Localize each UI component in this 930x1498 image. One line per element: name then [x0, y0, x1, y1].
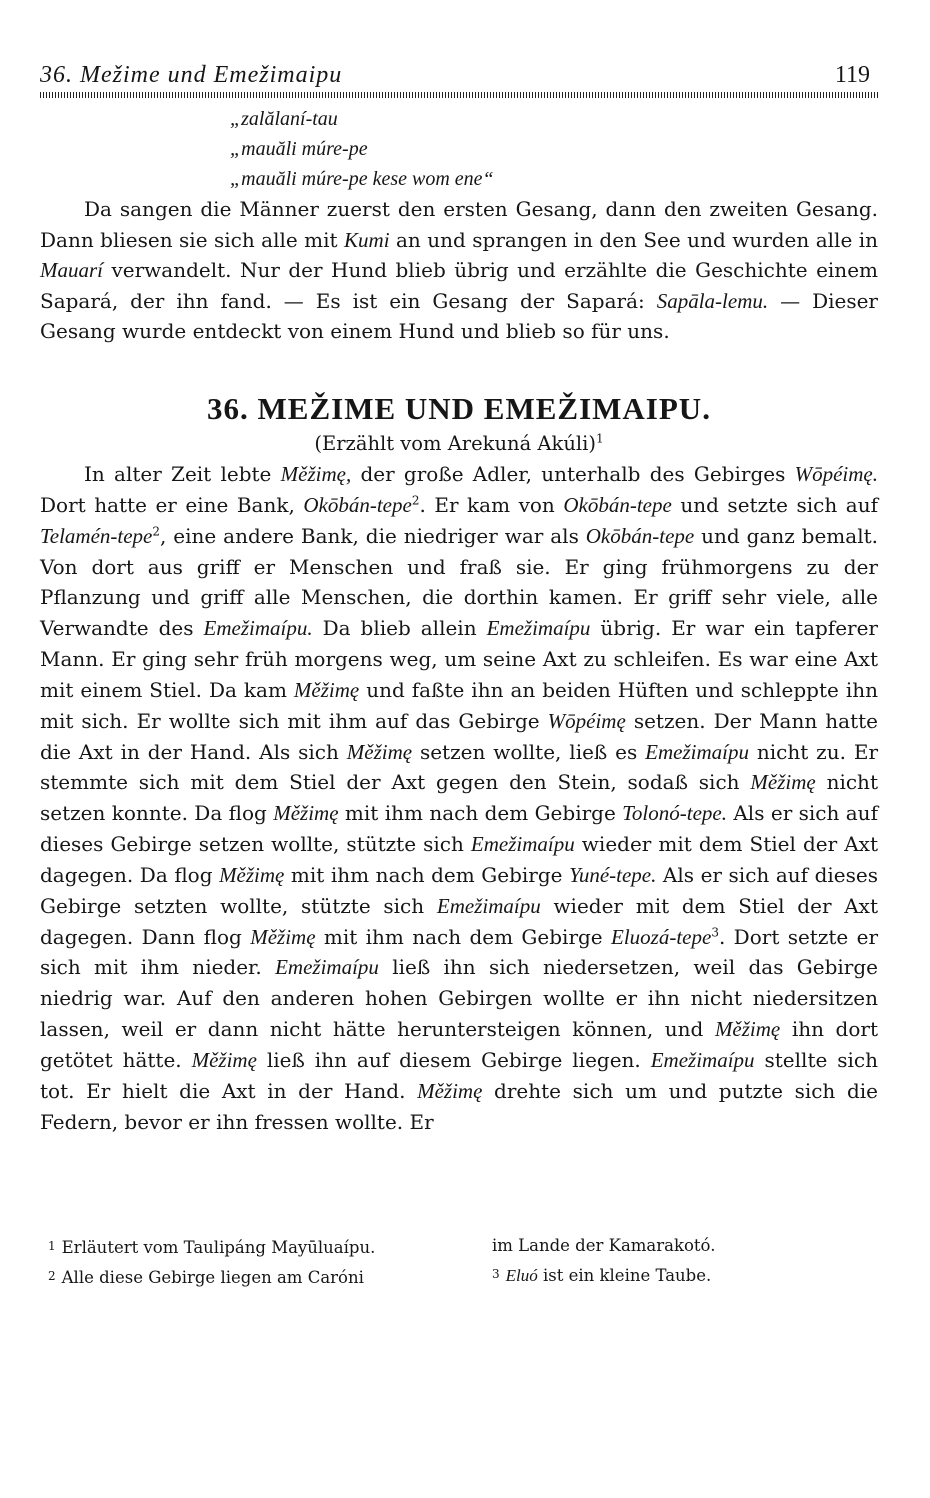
footnote-ref: 1: [595, 431, 604, 446]
paragraph-story: In alter Zeit lebte Měžimę, der große Adler, unterhalb des Gebirges Wōpéimę. Dort hatte er eine Bank, Okōbán-tepe$^2$. Er kam von Okōbán-tepe und setzte sich auf Telamén-tepe$^2$, eine andere Bank, die niedriger war als Okōbán-tepe und ganz bemalt. Von dort aus griff er Menschen und fraß sie. Er ging frühmorgens zu der Pflanzung und griff alle Menschen, die dorthin kamen. Er griff sehr viele, alle Verwandte des Emežimaípu. Da blieb allein Emežimaípu übrig. Er war ein tapferer Mann. Er ging sehr früh morgens weg, um seine Axt zu schleifen. Es war eine Axt mit einem Stiel. Da kam Měžimę und faßte ihn an beiden Hüften und schleppte ihn mit sich. Er wollte sich mit ihm auf das Gebirge Wōpéimę setzen. Der Mann hatte die Axt in der Hand. Als sich Měžimę setzen wollte, ließ es Emežimaípu nicht zu. Er stemmte sich mit dem Stiel der Axt gegen den Stein, sodaß sich Měžimę nicht setzen konnte. Da flog Měžimę mit ihm nach dem Gebirge Tolonó-tepe. Als er sich auf dieses Gebirge setzen wollte, stützte sich Emežimaípu wieder mit dem Stiel der Axt dagegen. Da flog Měžimę mit ihm nach dem Gebirge Yuné-tepe. Als er sich auf dieses Gebirge setzten wollte, stützte sich Emežimaípu wieder mit dem Stiel der Axt dagegen. Dann flog Měžimę mit ihm nach dem Gebirge Eluozá-tepe$^3$. Dort setzte er sich mit ihm nieder. Emežimaípu ließ ihn sich niedersetzen, weil das Gebirge niedrig war. Auf den anderen hohen Gebirgen wollte er ihn nicht niedersitzen lassen, weil er dann nicht hätte heruntersteigen können, und Měžimę ihn dort getötet hätte. Měžimę ließ ihn auf diesem Gebirge liegen. Emežimaípu stellte sich tot. Er hielt die Axt in der Hand. Měžimę drehte sich um und putzte sich die Federn, bevor er ihn fressen wollte. Er: [40, 461, 879, 1134]
footnote-1: 1 Erläutert vom Taulipáng Mayūluaípu.: [48, 1238, 376, 1257]
footnote-2: 2 Alle diese Gebirge liegen am Caróni: [48, 1268, 364, 1287]
section-subtitle: (Erzählt vom Arekuná Akúli)$^1$: [314, 431, 604, 455]
verse-line: „mauăli múre-pe kese wom ene“: [230, 168, 494, 190]
verse-line: „mauăli múre-pe: [230, 138, 368, 160]
footnotes-left-column: [48, 1232, 478, 1292]
verse-line: „zalălaní-tau: [230, 108, 338, 130]
song-verse: [40, 104, 878, 194]
footnote-3: 3 Eluó ist ein kleine Taube.: [492, 1266, 712, 1285]
footnotes-right-column: [492, 1232, 852, 1290]
section-title: 36. MEŽIME UND EMEŽIMAIPU.: [207, 390, 711, 426]
page: [40, 62, 878, 1138]
paragraph-song-ending: Da sangen die Männer zuerst den ersten Gesang, dann den zweiten Gesang. Dann bliesen sie sich alle mit Kumi an und sprangen in den See und wurden alle in Mauarí verwandelt. Nur der Hund blieb übrig und erzählte die Geschichte einem Sapará, der ihn fand. — Es ist ein Gesang der Sapará: Sapāla-lemu. — Dieser Gesang wurde entdeckt von einem Hund und blieb so für uns.: [40, 197, 879, 344]
footnote-2-continuation: im Lande der Kamarakotó.: [492, 1236, 716, 1255]
running-head: [40, 62, 878, 96]
running-head-title: 36. Mežime und Emežimaipu: [40, 62, 343, 88]
page-number: 119: [834, 62, 870, 88]
story-text: [40, 459, 878, 1138]
